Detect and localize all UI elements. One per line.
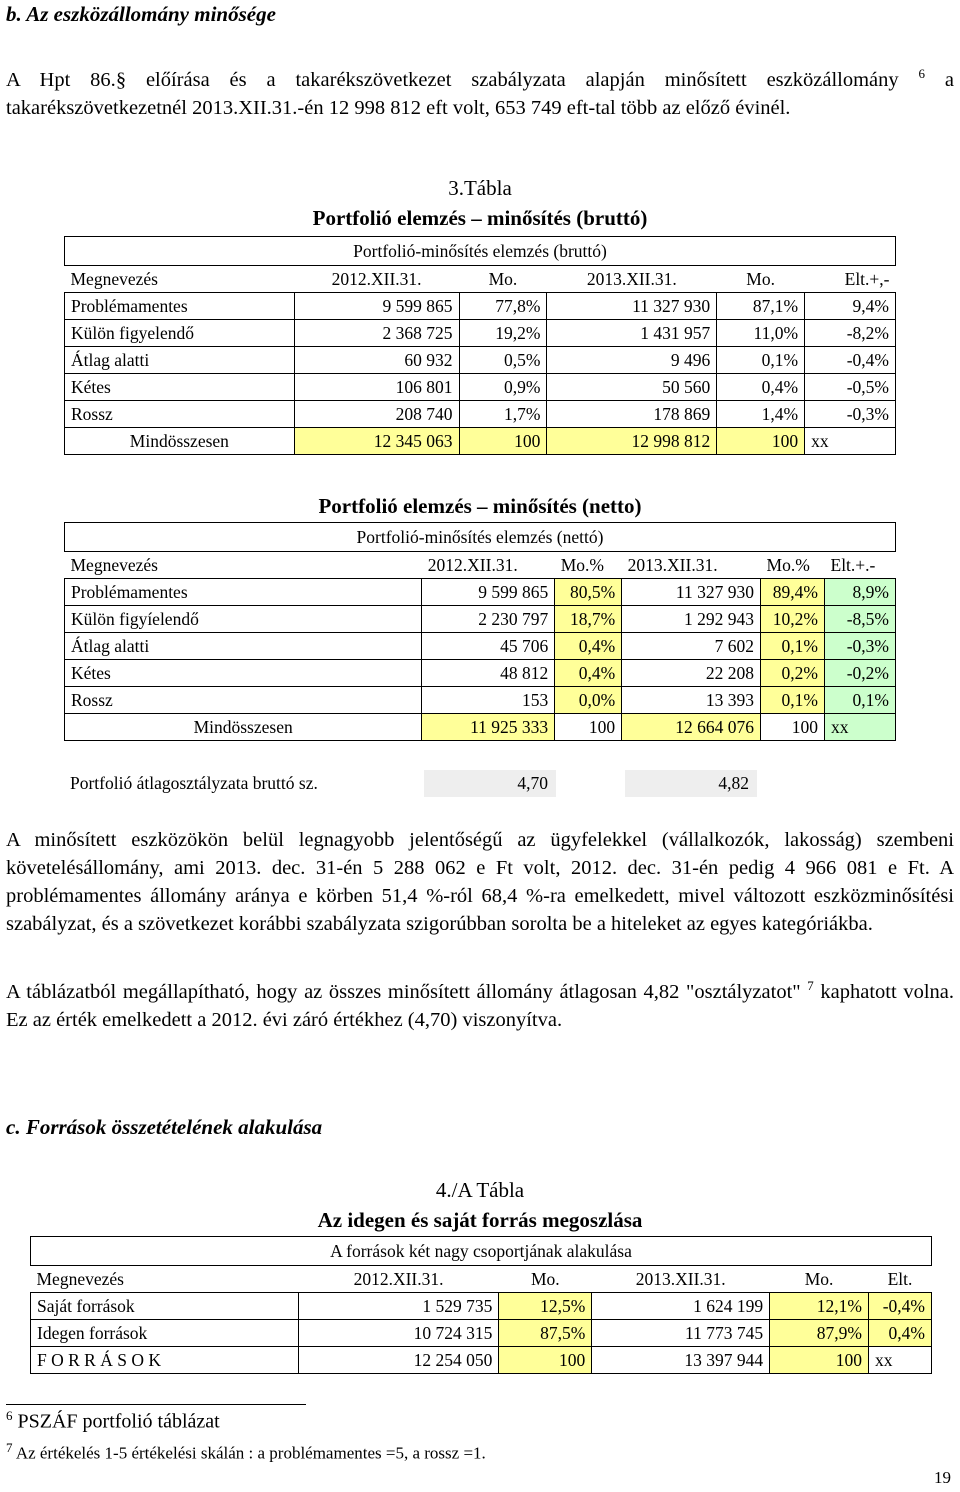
table3-row-cell-2: 0,5% [459,347,547,374]
table4a-total-row-cell-1: 12 254 050 [298,1347,499,1374]
table_netto-total-row-cell-0: Mindösszesen [65,714,422,741]
footnote-ref-7[interactable]: 7 [807,978,814,993]
table_netto-row-cell-0: Rossz [65,687,422,714]
paragraph-receivables: A minősített eszközökön belül legnagyobb jelentőségű az ügyfelekkel (vállalkozók, lakosság) szembeni követelésállomány, ami 2013. dec. 31-én 5 288 062 e Ft volt, 2012. dec. 31-én pedig 4 966 081 e Ft. A problémamentes állomány aránya e körben 51,4 %-ról 68,4 %-ra emelkedett, mivel változott eszközminősítési szabályzat, és a szövetkezet korábbi szabályzata szigorúbban sorolta be a hiteleket az egyes kategóriákba. [6,829,954,935]
table_netto-row-cell-4: 0,1% [761,687,825,714]
table_netto-total-row [65,714,896,741]
table4a-row-cell-3: 11 773 745 [592,1320,770,1347]
section-c-heading: c. Források összetételének alakulása [6,1115,323,1139]
table3-header-row [65,266,896,293]
table3-row-cell-4: 11,0% [717,320,805,347]
table4a-total-row-cell-0: F O R R Á S O K [31,1347,299,1374]
table3-row-cell-3: 9 496 [547,347,717,374]
table3-total-row-cell-3: 12 998 812 [547,428,717,455]
table_netto-row-cell-2: 80,5% [555,579,622,606]
table_netto-row [65,606,896,633]
table3-row-cell-1: 9 599 865 [294,293,459,320]
table3-row-cell-2: 19,2% [459,320,547,347]
footnote-ref-6[interactable]: 6 [918,66,926,81]
table3-row-cell-4: 87,1% [717,293,805,320]
table3-row-cell-1: 208 740 [294,401,459,428]
table4a-total-row-cell-3: 13 397 944 [592,1347,770,1374]
table_netto-row-cell-3: 13 393 [622,687,761,714]
table3-row-cell-0: Kétes [65,374,295,401]
table_netto-header-row-cell-4: Mo.% [761,552,825,579]
table_netto-row-cell-1: 153 [422,687,555,714]
footnote-6-number: 6 [6,1408,13,1423]
table3-caption: Portfolió-minősítés elemzés (bruttó) [65,237,896,266]
table_netto-row [65,633,896,660]
table_netto-row-cell-5: -0,2% [825,660,896,687]
table_netto-row-cell-2: 0,4% [555,660,622,687]
table_netto-row-cell-2: 0,4% [555,633,622,660]
table3-row-cell-2: 0,9% [459,374,547,401]
table4a-total-row [31,1347,932,1374]
table_netto-row-cell-5: 8,9% [825,579,896,606]
table3-number: 3.Tábla [448,176,512,200]
table_netto-row-cell-4: 0,2% [761,660,825,687]
table_netto-total-row-cell-2: 100 [555,714,622,741]
table4a-caption: A források két nagy csoportjának alakulása [31,1237,932,1266]
table-netto-caption: Portfolió-minősítés elemzés (nettó) [65,523,896,552]
table_netto-row [65,660,896,687]
table_netto-row-cell-2: 18,7% [555,606,622,633]
table3-total-row-cell-1: 12 345 063 [294,428,459,455]
table3-row-cell-2: 77,8% [459,293,547,320]
paragraph-average [6,972,954,1034]
footnote-6-text: PSZÁF portfolió táblázat [17,1410,220,1433]
table-netto-title: Portfolió elemzés – minősítés (netto) [318,494,642,518]
table_netto-row-cell-3: 22 208 [622,660,761,687]
footnote-6 [6,1408,220,1434]
table_netto-header-row-cell-0: Megnevezés [65,552,422,579]
intro-paragraph [6,60,954,122]
table3-row-cell-3: 11 327 930 [547,293,717,320]
table_netto-total-row-cell-3: 12 664 076 [622,714,761,741]
table4a-total-row-cell-4: 100 [770,1347,869,1374]
table_netto-row-cell-2: 0,0% [555,687,622,714]
table3-row-cell-4: 0,4% [717,374,805,401]
avg-2012-value: 4,70 [424,770,556,797]
footnote-7-text: Az értékelés 1-5 értékelési skálán : a problémamentes =5, a rossz =1. [15,1443,486,1463]
table4a-row [31,1293,932,1320]
table3-brutto [64,236,896,455]
table4a-number: 4./A Tábla [435,1178,525,1202]
table_netto-total-row-cell-1: 11 925 333 [422,714,555,741]
table_netto-row-cell-4: 89,4% [761,579,825,606]
table4a-row-cell-0: Idegen források [31,1320,299,1347]
table_netto-header-row-cell-2: Mo.% [555,552,622,579]
table_netto-total-row-cell-5: xx [825,714,896,741]
table3-row [65,347,896,374]
table4a-header-row-cell-3: 2013.XII.31. [592,1266,770,1293]
table3-title: Portfolió elemzés – minősítés (bruttó) [312,206,648,230]
table_netto-row-cell-5: -8,5% [825,606,896,633]
footnote-7-number: 7 [6,1440,13,1455]
table3-header-row-cell-1: 2012.XII.31. [294,266,459,293]
table3-total-row-cell-5: xx [805,428,896,455]
table4a-row-cell-0: Saját források [31,1293,299,1320]
table3-row [65,374,896,401]
table4a-row-cell-2: 12,5% [499,1293,592,1320]
table4a-header-row-cell-5: Elt. [868,1266,931,1293]
table4a-header-row-cell-0: Megnevezés [31,1266,299,1293]
table3-header-row-cell-4: Mo. [717,266,805,293]
table4a-header-row-cell-1: 2012.XII.31. [298,1266,499,1293]
table3-header-row-cell-2: Mo. [459,266,547,293]
table3-row-cell-5: 9,4% [805,293,896,320]
table4a-row-cell-4: 87,9% [770,1320,869,1347]
table3-row-cell-5: -0,4% [805,347,896,374]
table_netto-row-cell-4: 0,1% [761,633,825,660]
table3-row-cell-0: Külön figyelendő [65,320,295,347]
table_netto-row-cell-3: 7 602 [622,633,761,660]
table3-row [65,401,896,428]
table_netto-row-cell-1: 2 230 797 [422,606,555,633]
table3-row-cell-3: 178 869 [547,401,717,428]
table4a-row-cell-4: 12,1% [770,1293,869,1320]
table_netto-header-row-cell-1: 2012.XII.31. [422,552,555,579]
table3-row-cell-3: 1 431 957 [547,320,717,347]
para1-pre: A Hpt 86. [6,68,116,91]
table3-row-cell-5: -8,2% [805,320,896,347]
table_netto-row [65,687,896,714]
avg-2013-value: 4,82 [625,770,757,797]
table3-row-cell-0: Rossz [65,401,295,428]
para1-mid: előírása és a takarékszövetkezet szabályzata alapján minősített eszközállomány [126,68,919,91]
table_netto-row-cell-1: 48 812 [422,660,555,687]
table4a-total-row-cell-5: xx [868,1347,931,1374]
table_netto-row-cell-1: 9 599 865 [422,579,555,606]
table3-row-cell-1: 60 932 [294,347,459,374]
section-b-heading: b. Az eszközállomány minősége [6,2,276,26]
table4a-row-cell-5: -0,4% [868,1293,931,1320]
table4a-total-row-cell-2: 100 [499,1347,592,1374]
table3-row-cell-1: 106 801 [294,374,459,401]
table3-row-cell-0: Átlag alatti [65,347,295,374]
table3-row-cell-1: 2 368 725 [294,320,459,347]
table3-row-cell-4: 0,1% [717,347,805,374]
table3-total-row-cell-2: 100 [459,428,547,455]
table_netto-header-row-cell-5: Elt.+.- [825,552,896,579]
table_netto-total-row-cell-4: 100 [761,714,825,741]
table4a-row [31,1320,932,1347]
section-symbol: § [115,68,127,91]
table_netto-row-cell-0: Külön figyíelendő [65,606,422,633]
para1-post: a takarékszövetkezetnél 2013.XII.31.-én 12 998 812 eft volt, 653 749 eft-tal több az előző évinél. [6,68,954,119]
table4a-row-cell-3: 1 624 199 [592,1293,770,1320]
table4a-row-cell-5: 0,4% [868,1320,931,1347]
table4a-header-row-cell-4: Mo. [770,1266,869,1293]
table3-row-cell-5: -0,5% [805,374,896,401]
table3-row [65,293,896,320]
table4a-header-row [31,1266,932,1293]
page-number: 19 [934,1468,951,1487]
table3-row [65,320,896,347]
table_netto-row-cell-5: 0,1% [825,687,896,714]
table3-row-cell-3: 50 560 [547,374,717,401]
table4a-row-cell-2: 87,5% [499,1320,592,1347]
table3-row-cell-5: -0,3% [805,401,896,428]
avg-label: Portfolió átlagosztályzata bruttó sz. [70,773,318,793]
table-netto [64,522,896,741]
para3-pre: A táblázatból megállapítható, hogy az összes minősített állomány átlagosan 4,82 "osztályzatot" [6,980,808,1003]
table_netto-row-cell-0: Kétes [65,660,422,687]
table3-header-row-cell-0: Megnevezés [65,266,295,293]
table_netto-row-cell-5: -0,3% [825,633,896,660]
table_netto-header-row [65,552,896,579]
table3-header-row-cell-3: 2013.XII.31. [547,266,717,293]
footnote-7 [6,1440,486,1464]
table3-row-cell-0: Problémamentes [65,293,295,320]
table_netto-row [65,579,896,606]
table3-header-row-cell-5: Elt.+,- [805,266,896,293]
table4a-title: Az idegen és saját forrás megoszlása [317,1208,643,1232]
table3-total-row [65,428,896,455]
table_netto-row-cell-1: 45 706 [422,633,555,660]
para3-post: kaphatott volna. Ez az érték emelkedett a 2012. évi záró értékhez (4,70) viszonyítva. [6,980,954,1031]
table3-total-row-cell-0: Mindösszesen [65,428,295,455]
table_netto-header-row-cell-3: 2013.XII.31. [622,552,761,579]
table4a-row-cell-1: 1 529 735 [298,1293,499,1320]
footnote-separator [6,1404,306,1405]
table4a-row-cell-1: 10 724 315 [298,1320,499,1347]
table4a-header-row-cell-2: Mo. [499,1266,592,1293]
table4a-sources [30,1236,932,1374]
table_netto-row-cell-4: 10,2% [761,606,825,633]
table3-row-cell-4: 1,4% [717,401,805,428]
table_netto-row-cell-0: Átlag alatti [65,633,422,660]
table3-total-row-cell-4: 100 [717,428,805,455]
table_netto-row-cell-3: 1 292 943 [622,606,761,633]
table_netto-row-cell-3: 11 327 930 [622,579,761,606]
table_netto-row-cell-0: Problémamentes [65,579,422,606]
table3-row-cell-2: 1,7% [459,401,547,428]
